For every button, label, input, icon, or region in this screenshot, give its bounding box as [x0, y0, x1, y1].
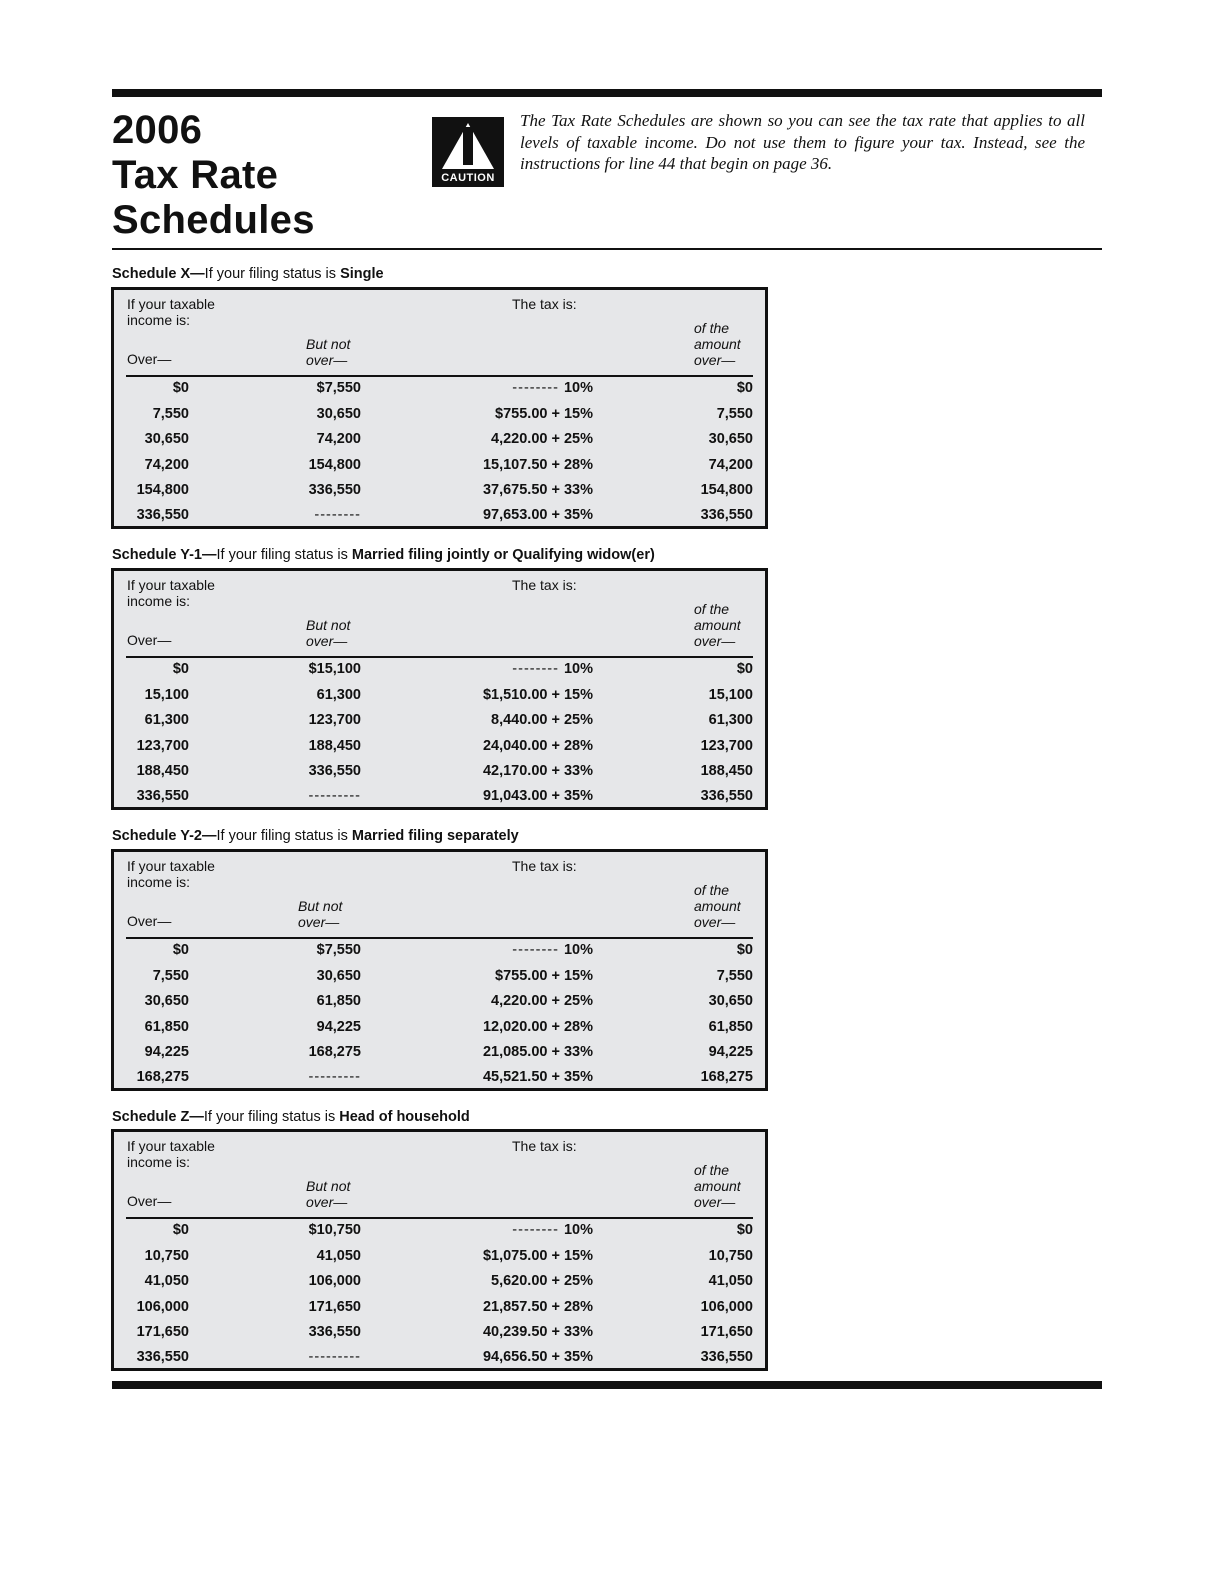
cell-tax: 5,620.00 + 25% [491, 1273, 593, 1289]
cell-over: 336,550 [136, 1349, 189, 1365]
schedule-table [111, 287, 768, 529]
cell-tax-rate: 10% [563, 1222, 593, 1238]
schedule-filing-status: Head of household [339, 1109, 470, 1125]
col-header-line: But not [306, 617, 351, 633]
table-row [114, 1069, 765, 1094]
col-header-line: of the [694, 601, 730, 617]
schedule-heading [112, 547, 772, 563]
dot-leader: -------- [512, 1222, 564, 1238]
cell-tax: $755.00 + 15% [495, 968, 593, 984]
col-header-line: income is: [127, 874, 191, 890]
col-header-line: over— [694, 1194, 736, 1210]
cell-but-not-over: 106,000 [308, 1273, 361, 1289]
col-header-line: If your taxable [127, 1138, 215, 1154]
col-header-line: amount [694, 336, 741, 352]
cell-tax: 24,040.00 + 28% [482, 738, 593, 754]
cell-but-not-over: 61,850 [316, 993, 361, 1009]
cell-of-amount-over: 336,550 [700, 788, 753, 804]
dot-leader: -------- [512, 942, 564, 958]
cell-tax: 15,107.50 + 28% [482, 457, 593, 473]
cell-over: 7,550 [152, 968, 189, 984]
title-line2: Tax Rate [112, 153, 279, 197]
cell-over: $0 [172, 661, 189, 677]
cell-over: 61,850 [144, 1019, 189, 1035]
col-header-tax-is: The tax is: [512, 577, 577, 593]
cell-but-not-over: 154,800 [308, 457, 361, 473]
table-row [114, 1019, 765, 1044]
cell-but-not-over: 336,550 [308, 763, 361, 779]
schedule-table [111, 1129, 768, 1371]
cell-but-not-over: --------- [308, 788, 361, 804]
cell-tax-rate: 10% [563, 942, 593, 958]
cell-tax: 8,440.00 + 25% [491, 712, 593, 728]
col-header-taxable-income [127, 858, 287, 890]
col-header-line: If your taxable [127, 296, 215, 312]
cell-but-not-over: 171,650 [308, 1299, 361, 1315]
col-header-over: Over— [127, 351, 172, 367]
col-header-line: over— [306, 352, 348, 368]
schedule-heading [112, 266, 772, 282]
table-row [114, 687, 765, 712]
col-header-line: of the [694, 1162, 730, 1178]
cell-but-not-over: --------- [308, 1069, 361, 1085]
cell-tax: $1,075.00 + 15% [482, 1248, 593, 1264]
header-rule [112, 248, 1102, 250]
table-row [114, 507, 765, 532]
table-row [114, 1273, 765, 1298]
cell-of-amount-over: 94,225 [708, 1044, 753, 1060]
table-row [114, 431, 765, 456]
col-header-tax-is: The tax is: [512, 296, 577, 312]
col-header-line: over— [694, 633, 736, 649]
cell-of-amount-over: 171,650 [700, 1324, 753, 1340]
col-header-line: over— [694, 352, 736, 368]
col-header-line: over— [306, 1194, 348, 1210]
title-line3: Schedules [112, 198, 315, 242]
table-row [114, 380, 765, 405]
col-header-of-amount [672, 320, 752, 368]
col-header-line: income is: [127, 312, 191, 328]
col-header-line: amount [694, 617, 741, 633]
table-row [114, 968, 765, 993]
cell-over: 61,300 [144, 712, 189, 728]
schedule-heading [112, 1109, 772, 1125]
cell-tax: 37,675.50 + 33% [482, 482, 593, 498]
cell-of-amount-over: 61,850 [708, 1019, 753, 1035]
col-header-taxable-income [127, 577, 287, 609]
cell-tax: 97,653.00 + 35% [482, 507, 593, 523]
schedule-table [111, 849, 768, 1091]
header-divider [126, 375, 753, 377]
cell-but-not-over: $15,100 [308, 661, 361, 677]
cell-but-not-over: 30,650 [316, 406, 361, 422]
col-header-tax-is: The tax is: [512, 858, 577, 874]
table-row [114, 738, 765, 763]
col-header-taxable-income [127, 1138, 287, 1170]
table-row [114, 942, 765, 967]
schedule-heading [112, 828, 772, 844]
cell-tax: 21,857.50 + 28% [482, 1299, 593, 1315]
cell-but-not-over: $10,750 [308, 1222, 361, 1238]
table-row [114, 1222, 765, 1247]
dot-leader: -------- [512, 661, 564, 677]
cell-but-not-over: 94,225 [316, 1019, 361, 1035]
cell-over: 15,100 [144, 687, 189, 703]
cell-of-amount-over: 30,650 [708, 431, 753, 447]
col-header-line: But not [298, 898, 343, 914]
col-header-line: of the [694, 320, 730, 336]
cell-tax [512, 380, 593, 396]
cell-of-amount-over: $0 [736, 1222, 753, 1238]
cell-but-not-over: $7,550 [316, 942, 361, 958]
header-divider [126, 656, 753, 658]
cell-over: 10,750 [144, 1248, 189, 1264]
cell-of-amount-over: 7,550 [716, 968, 753, 984]
cell-tax-rate: 10% [563, 661, 593, 677]
schedule-filing-status: Married filing jointly or Qualifying widow(er) [351, 547, 655, 563]
cell-tax [512, 942, 593, 958]
schedule-filing-status: Married filing separately [351, 828, 519, 844]
cell-but-not-over: 30,650 [316, 968, 361, 984]
cell-but-not-over: 336,550 [308, 482, 361, 498]
cell-over: 171,650 [136, 1324, 189, 1340]
cell-of-amount-over: $0 [736, 380, 753, 396]
cell-but-not-over: 188,450 [308, 738, 361, 754]
cell-tax: 91,043.00 + 35% [482, 788, 593, 804]
cell-of-amount-over: 336,550 [700, 507, 753, 523]
table-row [114, 1044, 765, 1069]
cell-over: $0 [172, 380, 189, 396]
cell-tax [512, 661, 593, 677]
title-year: 2006 [112, 108, 203, 152]
schedule-filing-text: If your filing status is [204, 266, 341, 282]
cell-but-not-over: 41,050 [316, 1248, 361, 1264]
col-header-line: amount [694, 1178, 741, 1194]
cell-of-amount-over: 10,750 [708, 1248, 753, 1264]
cell-over: 30,650 [144, 993, 189, 1009]
cell-over: 30,650 [144, 431, 189, 447]
cell-of-amount-over: 123,700 [700, 738, 753, 754]
col-header-but-not-over [298, 898, 378, 930]
cell-tax: 21,085.00 + 33% [482, 1044, 593, 1060]
col-header-line: income is: [127, 1154, 191, 1170]
cell-tax: $755.00 + 15% [495, 406, 593, 422]
cell-over: 94,225 [144, 1044, 189, 1060]
cell-of-amount-over: 74,200 [708, 457, 753, 473]
col-header-of-amount [672, 1162, 752, 1210]
col-header-line: But not [306, 1178, 351, 1194]
table-row [114, 712, 765, 737]
cell-of-amount-over: 30,650 [708, 993, 753, 1009]
schedule-filing-text: If your filing status is [216, 547, 352, 563]
col-header-line: of the [694, 882, 730, 898]
table-row [114, 1299, 765, 1324]
cell-over: 336,550 [136, 507, 189, 523]
col-header-line: income is: [127, 593, 191, 609]
cell-tax: 4,220.00 + 25% [491, 431, 593, 447]
cell-over: 41,050 [144, 1273, 189, 1289]
cell-tax: 12,020.00 + 28% [482, 1019, 593, 1035]
cell-of-amount-over: 15,100 [708, 687, 753, 703]
schedule-name: Schedule Y-1— [112, 547, 217, 563]
header-divider [126, 1217, 753, 1219]
header-divider [126, 937, 753, 939]
schedule-filing-status: Single [340, 266, 384, 282]
col-header-of-amount [672, 882, 752, 930]
cell-tax: 40,239.50 + 33% [482, 1324, 593, 1340]
cell-but-not-over: -------- [314, 507, 361, 523]
col-header-tax-is: The tax is: [512, 1138, 577, 1154]
top-rule [112, 89, 1102, 97]
schedule-filing-text: If your filing status is [203, 1109, 340, 1125]
schedule-name: Schedule X— [112, 266, 205, 282]
bottom-rule [112, 1381, 1102, 1389]
col-header-but-not-over [306, 336, 386, 368]
cell-of-amount-over: $0 [736, 942, 753, 958]
col-header-over: Over— [127, 913, 172, 929]
cell-of-amount-over: 188,450 [700, 763, 753, 779]
cell-of-amount-over: 154,800 [700, 482, 753, 498]
col-header-line: over— [298, 914, 340, 930]
cell-tax [512, 1222, 593, 1238]
col-header-but-not-over [306, 617, 386, 649]
table-row [114, 788, 765, 813]
cell-of-amount-over: $0 [736, 661, 753, 677]
col-header-taxable-income [127, 296, 287, 328]
cell-over: 74,200 [144, 457, 189, 473]
caution-icon [432, 117, 504, 187]
table-row [114, 457, 765, 482]
col-header-of-amount [672, 601, 752, 649]
cell-tax-rate: 10% [563, 380, 593, 396]
cell-but-not-over: $7,550 [316, 380, 361, 396]
cell-tax: $1,510.00 + 15% [482, 687, 593, 703]
schedule-name: Schedule Y-2— [112, 828, 217, 844]
table-row [114, 406, 765, 431]
cell-of-amount-over: 41,050 [708, 1273, 753, 1289]
cell-over: 154,800 [136, 482, 189, 498]
col-header-line: If your taxable [127, 858, 215, 874]
table-row [114, 1324, 765, 1349]
cell-tax: 45,521.50 + 35% [482, 1069, 593, 1085]
cell-over: $0 [172, 942, 189, 958]
cell-over: 336,550 [136, 788, 189, 804]
cell-over: $0 [172, 1222, 189, 1238]
table-row [114, 993, 765, 1018]
caution-label: CAUTION [441, 172, 495, 184]
cell-tax: 42,170.00 + 33% [482, 763, 593, 779]
cell-of-amount-over: 61,300 [708, 712, 753, 728]
cell-of-amount-over: 168,275 [700, 1069, 753, 1085]
col-header-line: over— [694, 914, 736, 930]
cell-but-not-over: 74,200 [316, 431, 361, 447]
cell-but-not-over: --------- [308, 1349, 361, 1365]
table-row [114, 1349, 765, 1374]
cell-over: 168,275 [136, 1069, 189, 1085]
cell-but-not-over: 61,300 [316, 687, 361, 703]
cell-tax: 4,220.00 + 25% [491, 993, 593, 1009]
cell-of-amount-over: 7,550 [716, 406, 753, 422]
table-row [114, 661, 765, 686]
schedule-table [111, 568, 768, 810]
col-header-over: Over— [127, 632, 172, 648]
table-row [114, 1248, 765, 1273]
col-header-line: If your taxable [127, 577, 215, 593]
table-row [114, 482, 765, 507]
cell-over: 188,450 [136, 763, 189, 779]
cell-over: 7,550 [152, 406, 189, 422]
col-header-line: amount [694, 898, 741, 914]
cell-of-amount-over: 336,550 [700, 1349, 753, 1365]
col-header-over: Over— [127, 1193, 172, 1209]
caution-text: The Tax Rate Schedules are shown so you can see the tax rate that applies to all levels of taxable income. Do not use them to figure your tax. Instead, see the instructions for line 44 that begin on page 36. [520, 111, 1085, 173]
col-header-line: over— [306, 633, 348, 649]
table-row [114, 763, 765, 788]
cell-of-amount-over: 106,000 [700, 1299, 753, 1315]
cell-but-not-over: 123,700 [308, 712, 361, 728]
col-header-line: But not [306, 336, 351, 352]
cell-over: 106,000 [136, 1299, 189, 1315]
cell-but-not-over: 168,275 [308, 1044, 361, 1060]
schedule-name: Schedule Z— [112, 1109, 204, 1125]
dot-leader: -------- [512, 380, 564, 396]
cell-but-not-over: 336,550 [308, 1324, 361, 1340]
col-header-but-not-over [306, 1178, 386, 1210]
cell-over: 123,700 [136, 738, 189, 754]
page-title [112, 108, 412, 243]
cell-tax: 94,656.50 + 35% [482, 1349, 593, 1365]
schedule-filing-text: If your filing status is [216, 828, 352, 844]
